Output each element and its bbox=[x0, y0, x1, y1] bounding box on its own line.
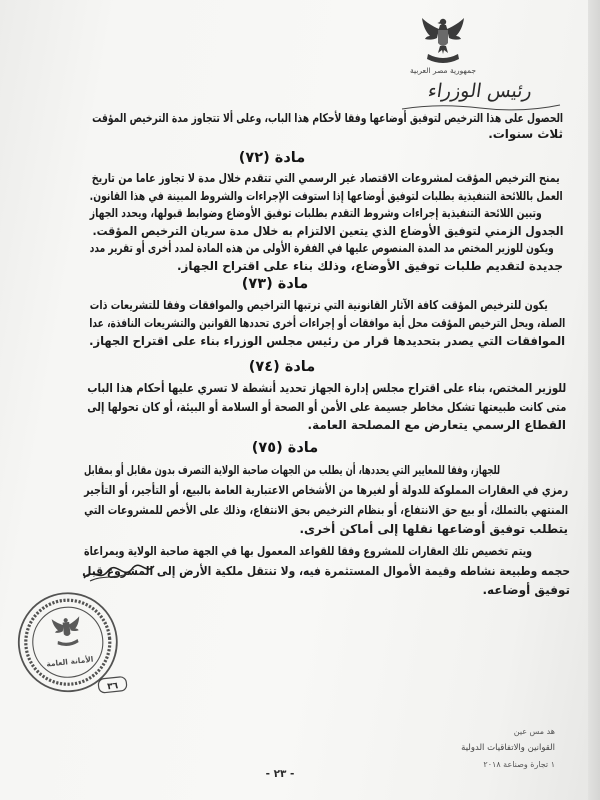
line-text: يمنح الترخيص المؤقت لمشروعات الاقتصاد غير الرسمي التي تتقدم خلال مدة لا تجاوز عاما من تاريخ bbox=[91, 171, 560, 185]
article-heading: مادة (٧٤) bbox=[248, 359, 316, 375]
article-heading: مادة (٧٥) bbox=[251, 440, 319, 456]
line-text: توفيق أوضاعه. bbox=[482, 583, 570, 597]
line-text: يتطلب توفيق أوضاعها نقلها إلى أماكن أخرى. bbox=[299, 522, 568, 536]
emblem-beak bbox=[437, 22, 440, 24]
emblem-left-wing bbox=[422, 18, 439, 40]
article-line bbox=[84, 501, 568, 519]
seal-lettering-band bbox=[22, 596, 114, 688]
article-line bbox=[92, 222, 563, 240]
seal-eagle-head bbox=[63, 618, 68, 623]
article-heading: مادة (٧٢) bbox=[238, 150, 306, 166]
line-text: الجدول الزمني لتوفيق الأوضاع الذي يتعين الالتزام به خلال مدة سريان الترخيص المؤقت. bbox=[92, 224, 563, 238]
line-text: يكون للترخيص المؤقت كافة الآثار القانونية التي ترتبها التراخيص والموافقات وفقا للتشريعات ذات bbox=[89, 298, 548, 312]
line-text: وتبين اللائحة التنفيذية إجراءات وشروط التقدم بطلبات توفيق الأوضاع وضوابط قبولها، ويحدد الجهاز bbox=[89, 206, 542, 220]
article-line bbox=[84, 461, 500, 479]
emblem-scroll bbox=[427, 54, 459, 63]
line-text: رمزي في العقارات المملوكة للدولة أو لغيرها من الأشخاص الاعتبارية العامة بالبيع، أو التأجير، أو التأجير bbox=[83, 483, 568, 497]
seal-eagle-body bbox=[63, 622, 71, 636]
page-number: - ٢٣ - bbox=[265, 768, 295, 780]
footer-initials: هد مس عين bbox=[513, 727, 555, 736]
seal-outer-ring bbox=[14, 588, 122, 696]
article-line bbox=[87, 398, 566, 416]
footer-department: القوانين والاتفاقيات الدولية bbox=[461, 743, 555, 753]
seal-inner-ring bbox=[29, 604, 106, 681]
article-line bbox=[92, 257, 563, 275]
line-text: العمل باللائحة التنفيذية بطلبات لتوفيق أوضاعها إذا استوفت الإجراءات والشروط المبينة في هذا القانون. bbox=[90, 189, 563, 203]
line-text: ويكون للوزير المختص مد المدة المنصوص عليها في الفقرة الأولى من هذه المادة لمدد أخرى أو تقرير مدد bbox=[90, 241, 554, 255]
article-line bbox=[84, 520, 568, 538]
seal-eagle-left-wing bbox=[52, 618, 65, 633]
emblem-head bbox=[440, 19, 446, 25]
paper-edge bbox=[588, 0, 600, 800]
official-seal bbox=[6, 580, 133, 707]
article-line bbox=[90, 187, 563, 205]
line-text: حجمه وطبيعة نشاطه وقيمة الأموال المستثمرة فيه، ولا تنتقل ملكية الأرض إلى المشروع قبل bbox=[82, 564, 570, 578]
line-text: الموافقات التي يصدر بتحديدها قرار من رئيس مجلس الوزراء بناء على اقتراح الجهاز. bbox=[88, 334, 565, 348]
article-line bbox=[84, 481, 568, 499]
seal-text: الأمانة العامة bbox=[45, 654, 94, 669]
seal-eagle-scroll bbox=[57, 639, 79, 647]
line-text: المنتهي بالتملك، أو بيع حق الانتفاع، أو بنظام الترخيص بحق الانتفاع، وذلك على الأخص للمشروعات التي bbox=[84, 503, 568, 517]
article-line bbox=[89, 314, 565, 332]
line-text: الصلة، ويحل الترخيص المؤقت محل أية موافقات أو إجراءات أخرى تحددها القوانين والتشريعات النافذة، عدا bbox=[89, 316, 565, 330]
office-title: رئيس الوزراء bbox=[426, 80, 534, 102]
emblem-neck bbox=[439, 25, 448, 30]
footer-reference: ١ تجارة وصناعة ٢٠١٨ bbox=[483, 760, 555, 769]
article-line bbox=[90, 204, 542, 222]
emblem-right-wing bbox=[447, 18, 464, 40]
line-text: جديدة لتقديم طلبات توفيق الأوضاع، وذلك بناء على اقتراح الجهاز. bbox=[176, 259, 563, 273]
eagle-emblem-icon bbox=[420, 16, 466, 66]
line-text: متى كانت طبيعتها تشكل مخاطر جسيمة على الأمن أو الصحة أو السلامة أو البيئة، أو كان تحولها إلى bbox=[86, 400, 566, 414]
article-line bbox=[87, 416, 566, 434]
article-line bbox=[89, 332, 565, 350]
line-text: الحصول على هذا الترخيص لتوفيق أوضاعها وفقا لأحكام هذا الباب، وعلى ألا تتجاوز مدة الترخيص المؤقت bbox=[91, 111, 563, 125]
line-text: القطاع الرسمي يتعارض مع المصلحة العامة. bbox=[307, 418, 566, 432]
seal-number: ٣٦ bbox=[106, 681, 119, 693]
seal-eagle-icon bbox=[52, 616, 83, 647]
intro-line bbox=[92, 125, 563, 143]
line-text: للوزير المختص، بناء على اقتراح مجلس إدارة الجهاز تحديد أنشطة لا تسري عليها أحكام هذا الباب bbox=[86, 381, 566, 395]
article-line bbox=[90, 296, 548, 314]
line-text: للجهاز، وفقا للمعايير التي يحددها، أن يطلب من الجهات صاحبة الولاية التصرف بدون مقابل أو بمقابل bbox=[83, 463, 500, 477]
seal-rings bbox=[14, 588, 122, 696]
article-heading: مادة (٧٣) bbox=[241, 276, 309, 292]
line-text: ثلاث سنوات. bbox=[488, 127, 563, 141]
emblem-shield bbox=[438, 30, 448, 46]
emblem-eagle bbox=[422, 18, 464, 63]
emblem-tail bbox=[438, 46, 448, 54]
article-line bbox=[90, 239, 554, 257]
article-line bbox=[84, 542, 532, 560]
article-line bbox=[87, 379, 566, 397]
line-text: ويتم تخصيص تلك العقارات للمشروع وفقا للقواعد المعمول بها في الجهة صاحبة الولاية ويمراعاة bbox=[83, 544, 532, 558]
article-line bbox=[92, 169, 560, 187]
country-name: جمهورية مصر العربية bbox=[410, 66, 476, 75]
